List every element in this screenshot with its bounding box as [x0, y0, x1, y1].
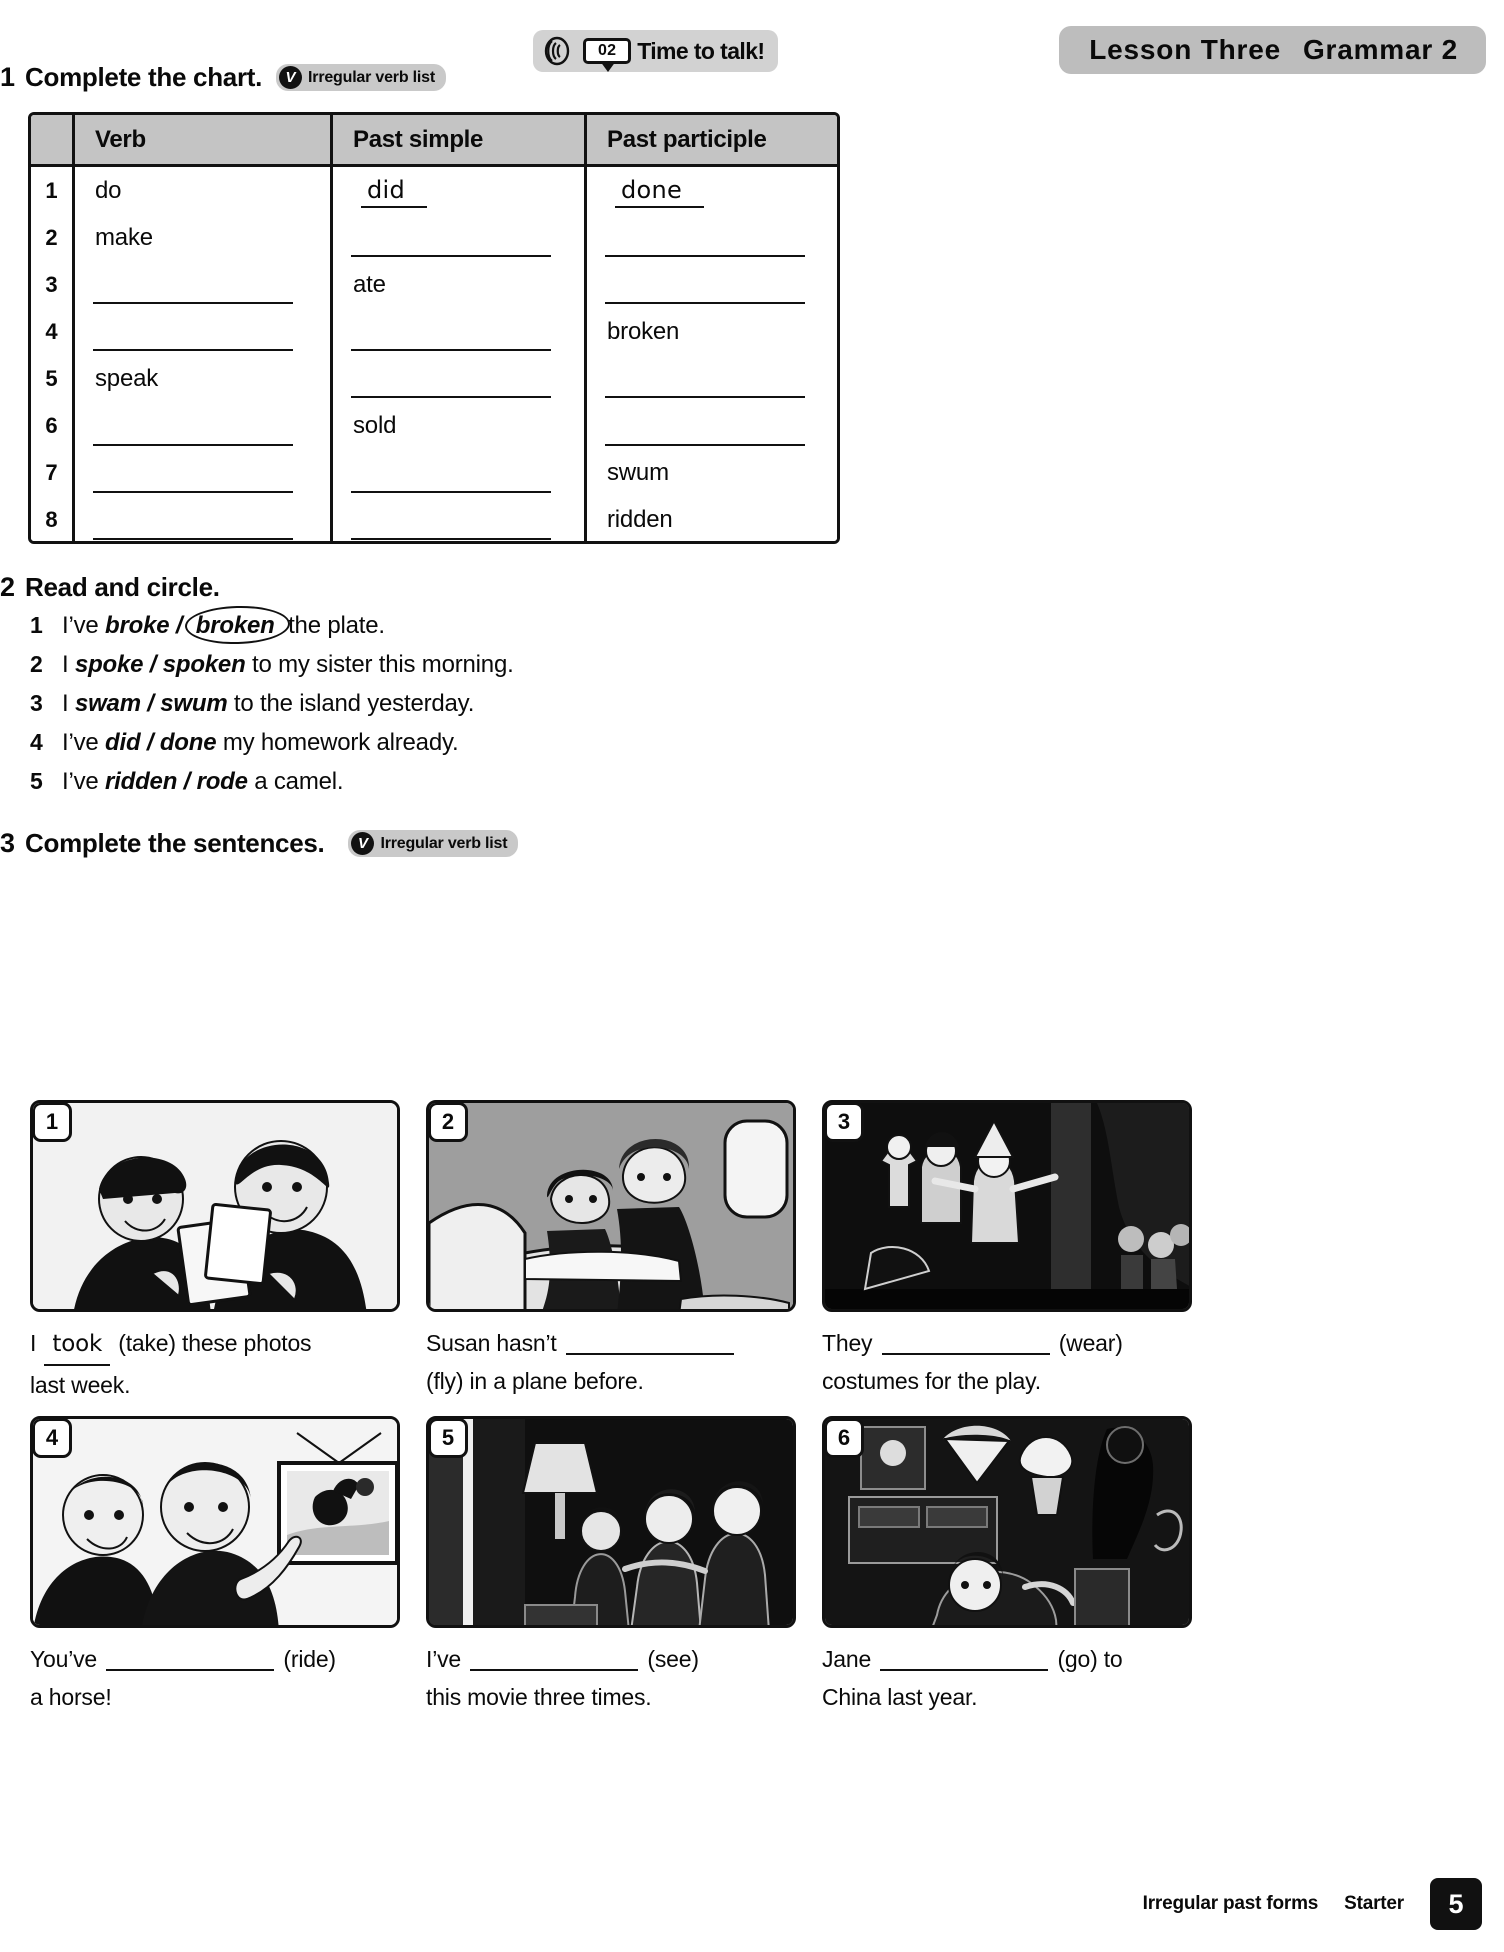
- past-simple-cell[interactable]: [333, 355, 587, 402]
- circle-question: [30, 729, 730, 768]
- caption-prefix: You’ve: [30, 1646, 104, 1672]
- option-two[interactable]: spoken: [162, 651, 246, 678]
- printed-word: ate: [353, 270, 386, 298]
- circle-question: [30, 651, 730, 690]
- past-participle-cell[interactable]: [587, 497, 837, 544]
- exercise-2-title: Read and circle.: [25, 572, 220, 602]
- row-number: 1: [31, 167, 75, 214]
- lesson-subtitle: Grammar 2: [1302, 34, 1458, 65]
- printed-word: broken: [607, 317, 680, 345]
- answer-blank[interactable]: [93, 349, 293, 351]
- circle-question: [30, 690, 730, 729]
- table-row: [31, 261, 837, 308]
- past-simple-cell[interactable]: [333, 214, 587, 261]
- table-row: [31, 497, 837, 544]
- past-simple-cell[interactable]: [333, 402, 587, 449]
- option-separator: /: [143, 651, 163, 678]
- row-number: 5: [31, 355, 75, 402]
- table-row: [31, 402, 837, 449]
- illustration-girl-with-souvenirs-at-home: [822, 1416, 1192, 1628]
- verb-cell[interactable]: [75, 355, 333, 402]
- scene-artwork: [429, 1419, 793, 1625]
- table-row: [31, 167, 837, 214]
- answer-blank[interactable]: [93, 302, 293, 304]
- illustration-children-in-costumes-on-stage: [822, 1100, 1192, 1312]
- item-number-badge: 6: [824, 1418, 864, 1458]
- picture-sentence-item: [30, 1100, 400, 1404]
- picture-row: [30, 1100, 1472, 1404]
- question-number: 2: [30, 651, 43, 677]
- past-participle-cell[interactable]: [587, 450, 837, 497]
- printed-word: sold: [353, 412, 397, 440]
- answer-blank[interactable]: [93, 444, 293, 446]
- row-number: 2: [31, 214, 75, 261]
- option-separator: /: [140, 690, 161, 717]
- table-row: [31, 450, 837, 497]
- exercise-3-heading: [0, 828, 518, 859]
- option-separator: /: [140, 729, 160, 756]
- sentence-suffix: a camel.: [247, 768, 344, 795]
- question-text: [62, 768, 343, 796]
- past-participle-cell[interactable]: [587, 167, 837, 214]
- sentence-prefix: I’ve: [62, 612, 106, 639]
- sentence-prefix: I’ve: [62, 729, 106, 756]
- illustration-two-boys-holding-photos: [30, 1100, 400, 1312]
- row-number: 8: [31, 497, 75, 544]
- row-number: 4: [31, 308, 75, 355]
- answer-blank[interactable]: [106, 1649, 274, 1671]
- scene-artwork: [33, 1419, 397, 1625]
- header-cell-verb: Verb: [75, 115, 333, 164]
- table-row: [31, 355, 837, 402]
- exercise-1-title: Complete the chart.: [25, 62, 263, 92]
- item-number-badge: 1: [32, 1102, 72, 1142]
- picture-sentence-item: [30, 1416, 400, 1716]
- caption-line-two: China last year.: [822, 1684, 978, 1710]
- filled-answer: did: [361, 176, 427, 208]
- option-two[interactable]: swum: [160, 690, 228, 717]
- answer-blank[interactable]: [605, 255, 805, 257]
- sentence-caption: [822, 1324, 1217, 1400]
- picture-sentence-item: [426, 1100, 796, 1404]
- sentence-caption: [30, 1640, 425, 1716]
- past-simple-cell[interactable]: [333, 450, 587, 497]
- irregular-verb-list-chip-1[interactable]: [276, 64, 446, 91]
- answer-blank[interactable]: [880, 1649, 1048, 1671]
- lesson-banner: [1059, 26, 1486, 74]
- verb-cell[interactable]: [75, 402, 333, 449]
- footer-topic: Irregular past forms: [1142, 1893, 1319, 1914]
- verb-cell[interactable]: [75, 261, 333, 308]
- table-body: [31, 167, 837, 544]
- printed-word: do: [95, 176, 122, 204]
- picture-sentence-item: [426, 1416, 796, 1716]
- footer-level: Starter: [1344, 1893, 1404, 1914]
- answer-blank[interactable]: [605, 396, 805, 398]
- picture-row: [30, 1416, 1472, 1716]
- exercise-3-number: 3: [0, 828, 16, 858]
- question-text: [62, 690, 474, 718]
- answer-blank[interactable]: [605, 444, 805, 446]
- audio-track-number: 02: [583, 38, 631, 64]
- printed-word: make: [95, 223, 153, 251]
- answer-blank[interactable]: [351, 396, 551, 398]
- item-number-badge: 2: [428, 1102, 468, 1142]
- option-two[interactable]: done: [159, 729, 217, 756]
- table-header-row: [31, 115, 837, 167]
- answer-blank[interactable]: [351, 255, 551, 257]
- caption-verb-hint: (go) to: [1051, 1646, 1123, 1672]
- past-simple-cell[interactable]: [333, 167, 587, 214]
- illustration-family-watching-movie: [426, 1416, 796, 1628]
- option-one[interactable]: swam: [74, 690, 141, 717]
- answer-blank[interactable]: [351, 538, 551, 540]
- circle-question: [30, 612, 730, 651]
- sentence-caption: [30, 1324, 425, 1404]
- option-one[interactable]: ridden: [105, 768, 178, 795]
- option-two[interactable]: broken: [189, 612, 282, 640]
- item-number-badge: 4: [32, 1418, 72, 1458]
- sentence-prefix: I: [62, 690, 75, 717]
- printed-word: swum: [607, 459, 669, 487]
- sentence-caption: [426, 1324, 821, 1400]
- sentence-suffix: the plate.: [281, 612, 385, 639]
- option-one[interactable]: did: [105, 729, 141, 756]
- exercise-1-heading: [0, 62, 446, 93]
- item-number-badge: 5: [428, 1418, 468, 1458]
- sentence-caption: [822, 1640, 1217, 1716]
- caption-verb-hint: (ride): [277, 1646, 336, 1672]
- page-number: 5: [1430, 1878, 1482, 1930]
- question-number: 3: [30, 690, 43, 716]
- audio-track-badge: [533, 30, 778, 72]
- row-number: 6: [31, 402, 75, 449]
- caption-line-two: this movie three times.: [426, 1684, 652, 1710]
- past-participle-cell[interactable]: [587, 402, 837, 449]
- caption-prefix: I: [30, 1330, 43, 1356]
- caption-prefix: Susan hasn’t: [426, 1330, 563, 1356]
- option-separator: /: [177, 768, 197, 795]
- scene-artwork: [429, 1103, 793, 1309]
- illustration-mother-and-child-on-airplane: [426, 1100, 796, 1312]
- scene-artwork: [33, 1103, 397, 1309]
- question-number: 4: [30, 729, 43, 755]
- past-simple-cell[interactable]: [333, 308, 587, 355]
- question-text: [62, 729, 458, 757]
- question-text: [62, 612, 385, 640]
- option-one[interactable]: spoke: [74, 651, 144, 678]
- past-simple-cell[interactable]: [333, 497, 587, 544]
- answer-blank[interactable]: [93, 538, 293, 540]
- exercise-2-heading: [0, 572, 220, 603]
- caption-prefix: I’ve: [426, 1646, 468, 1672]
- answer-blank[interactable]: [470, 1649, 638, 1671]
- chip-label: Irregular verb list: [308, 68, 435, 86]
- sentence-suffix: to the island yesterday.: [227, 690, 475, 717]
- question-text: [62, 651, 514, 679]
- past-simple-cell[interactable]: [333, 261, 587, 308]
- scene-artwork: [825, 1419, 1189, 1625]
- past-participle-cell[interactable]: [587, 355, 837, 402]
- table-row: [31, 308, 837, 355]
- sentence-caption: [426, 1640, 821, 1716]
- illustration-two-boys-looking-at-painting: [30, 1416, 400, 1628]
- printed-word: speak: [95, 364, 159, 392]
- past-participle-cell[interactable]: [587, 308, 837, 355]
- verb-cell[interactable]: [75, 497, 333, 544]
- caption-verb-hint: (wear): [1052, 1330, 1123, 1356]
- circle-question: [30, 768, 730, 807]
- row-number: 3: [31, 261, 75, 308]
- header-cell-past-simple: Past simple: [333, 115, 587, 164]
- header-cell-index: [31, 115, 75, 164]
- verb-cell[interactable]: [75, 167, 333, 214]
- verb-cell[interactable]: [75, 214, 333, 261]
- sentence-suffix: to my sister this morning.: [245, 651, 514, 678]
- verb-cell[interactable]: [75, 450, 333, 497]
- table-row: [31, 214, 837, 261]
- answer-blank[interactable]: [605, 302, 805, 304]
- option-two[interactable]: rode: [196, 768, 248, 795]
- picture-sentence-grid: [30, 1100, 1472, 1728]
- verb-chart-table: [28, 112, 840, 544]
- caption-line-two: last week.: [30, 1372, 131, 1398]
- question-number: 1: [30, 612, 43, 638]
- lesson-name: Lesson Three: [1089, 34, 1281, 65]
- caption-prefix: They: [822, 1330, 879, 1356]
- sentence-suffix: my homework already.: [216, 729, 459, 756]
- answer-blank[interactable]: [351, 349, 551, 351]
- picture-sentence-item: [822, 1100, 1192, 1404]
- vocabulary-icon: V: [351, 832, 374, 855]
- past-participle-cell[interactable]: [587, 261, 837, 308]
- sentence-prefix: I: [62, 651, 75, 678]
- sentence-prefix: I’ve: [62, 768, 106, 795]
- answer-blank[interactable]: [566, 1333, 734, 1355]
- scene-artwork: [825, 1103, 1189, 1309]
- filled-answer: done: [615, 176, 704, 208]
- audio-label: Time to talk!: [637, 37, 765, 64]
- row-number: 7: [31, 450, 75, 497]
- caption-line-two: a horse!: [30, 1684, 112, 1710]
- read-and-circle-list: [30, 612, 730, 807]
- chip-label: Irregular verb list: [380, 834, 508, 852]
- caption-prefix: Jane: [822, 1646, 878, 1672]
- page-footer: [1143, 1878, 1482, 1930]
- header-cell-past-participle: Past participle: [607, 125, 767, 153]
- filled-answer: took: [44, 1325, 110, 1366]
- exercise-1-number: 1: [0, 62, 16, 92]
- caption-line-two: costumes for the play.: [822, 1368, 1041, 1394]
- option-separator: /: [169, 612, 189, 639]
- exercise-3-title: Complete the sentences.: [25, 828, 325, 858]
- answer-blank[interactable]: [93, 491, 293, 493]
- answer-blank[interactable]: [351, 491, 551, 493]
- picture-sentence-item: [822, 1416, 1192, 1716]
- caption-line-two: (fly) in a plane before.: [426, 1368, 644, 1394]
- caption-verb-hint: (take) these photos: [112, 1330, 312, 1356]
- past-participle-cell[interactable]: [587, 214, 837, 261]
- printed-word: ridden: [607, 506, 673, 534]
- exercise-2-number: 2: [0, 572, 16, 602]
- option-one[interactable]: broke: [105, 612, 170, 639]
- caption-verb-hint: (see): [641, 1646, 699, 1672]
- irregular-verb-list-chip-2[interactable]: [348, 830, 518, 857]
- speaker-icon: [543, 36, 577, 66]
- question-number: 5: [30, 768, 43, 794]
- verb-cell[interactable]: [75, 308, 333, 355]
- item-number-badge: 3: [824, 1102, 864, 1142]
- vocabulary-icon: V: [279, 66, 302, 89]
- answer-blank[interactable]: [882, 1333, 1050, 1355]
